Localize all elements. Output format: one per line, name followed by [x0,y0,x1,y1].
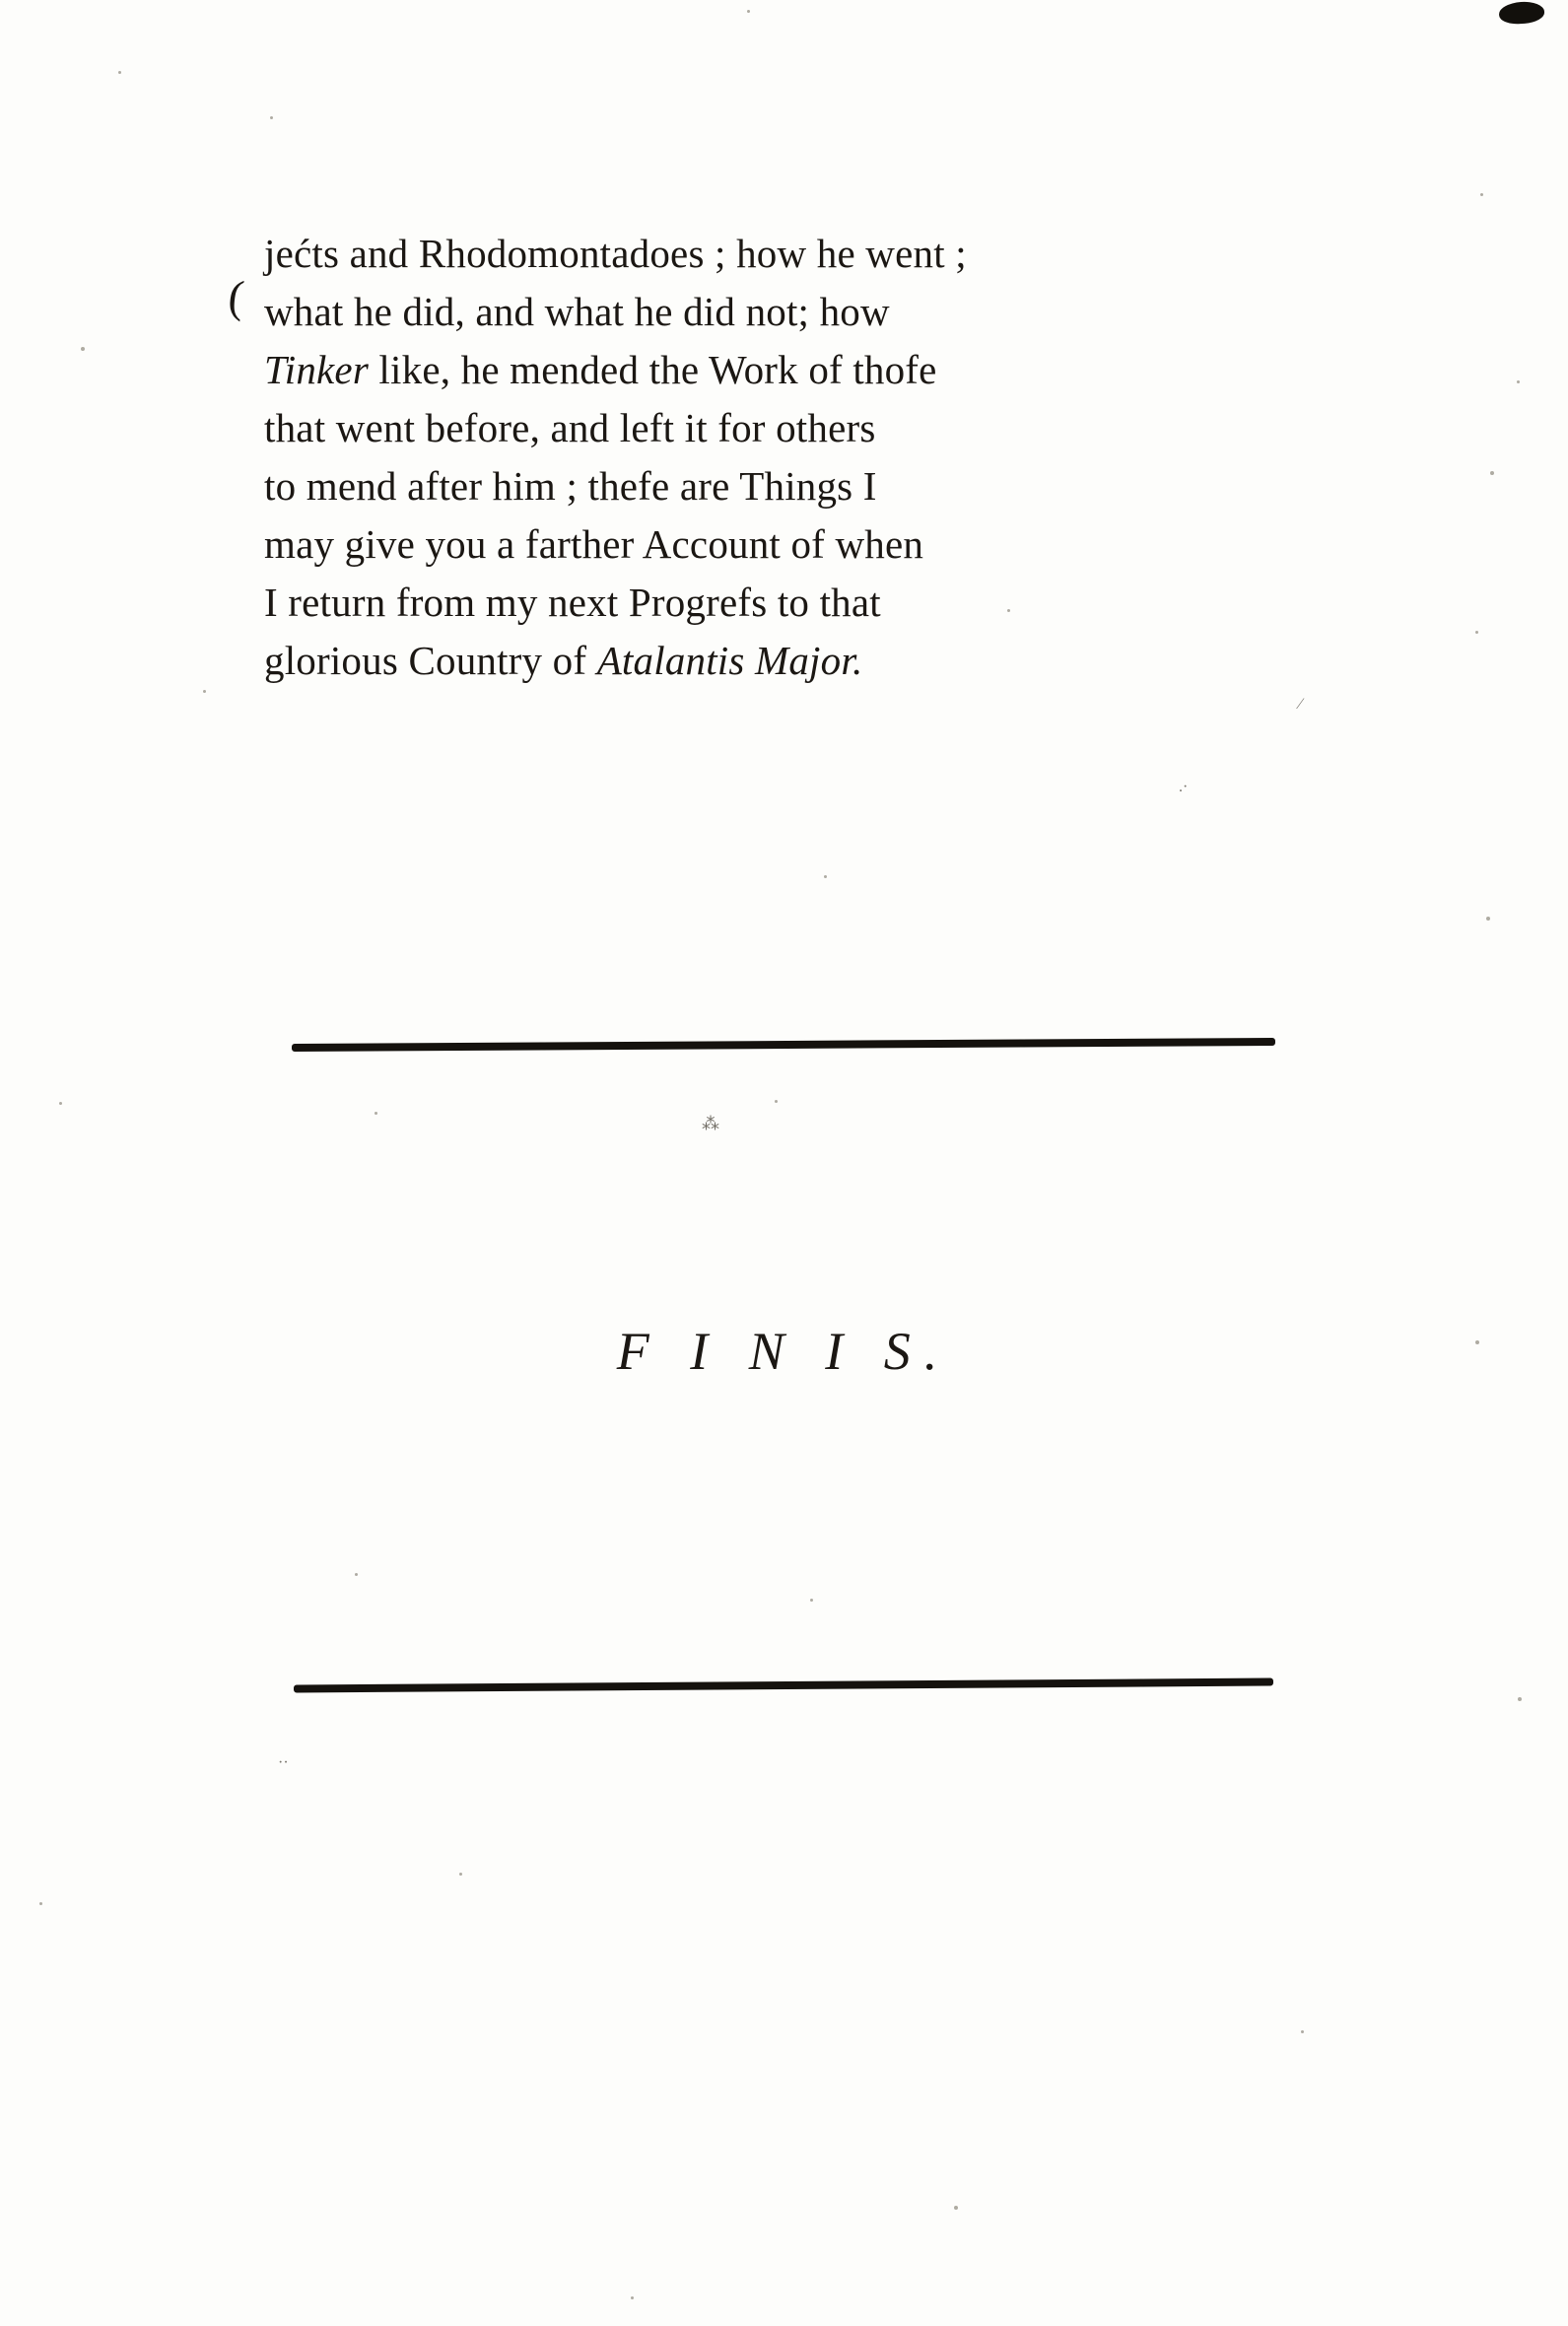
paper-speck [824,875,827,878]
paper-speck [1480,193,1483,196]
line-segment: like, he mended the Work of thofe [368,347,937,392]
pen-flick-mark: .· [1179,779,1189,795]
paper-speck [775,1100,778,1103]
paper-speck [1301,2030,1304,2033]
text-line [264,225,1309,283]
line-segment: I return from my next Progrefs to that [264,580,881,625]
text-line [264,283,1309,341]
paper-speck [203,690,206,693]
line-segment-italic: Atalantis Major. [596,638,863,683]
paper-speck [459,1873,462,1876]
paper-speck [118,71,121,74]
bottom-divider-rule [294,1678,1273,1692]
paper-speck [810,1599,813,1602]
paper-speck [1490,471,1494,475]
paper-speck [59,1102,62,1105]
marginal-mark: ( [226,270,247,322]
text-line [264,457,1309,515]
text-line [264,341,1309,399]
paper-speck [1486,917,1490,921]
line-segment: what he did, and what he did not; how [264,289,890,334]
text-line [264,399,1309,457]
pen-flick-mark: ·· [278,1754,289,1771]
line-segment: may give you a farther Account of when [264,521,924,567]
top-divider-rule [292,1038,1275,1051]
line-segment: that went before, and left it for others [264,405,876,450]
text-line [264,574,1309,632]
line-segment: glorious Country of [264,638,597,683]
paper-speck [747,10,750,13]
paper-speck [1518,1697,1522,1701]
pen-flick-mark: ⁄ [1299,696,1302,713]
text-line [264,632,1309,690]
body-paragraph [264,225,1309,690]
paper-speck [1517,380,1520,383]
paper-speck [1007,609,1010,612]
paper-speck [631,2296,634,2299]
paper-speck [81,347,85,351]
line-segment: jećts and Rhodomontadoes ; how he went ; [264,231,967,276]
line-segment: to mend after him ; thefe are Things I [264,463,877,509]
paper-speck [355,1573,358,1576]
paper-speck [1475,1340,1479,1344]
paper-speck [1475,631,1478,634]
paper-speck [270,116,273,119]
ornament-mark: ⁂ [702,1114,719,1133]
paper-speck [39,1902,42,1905]
finis-heading: F I N I S. [616,1322,952,1381]
paper-speck [954,2206,958,2210]
text-line [264,515,1309,574]
line-segment-italic: Tinker [264,347,369,392]
paper-speck [375,1112,377,1115]
ink-blot-icon [1498,0,1544,25]
